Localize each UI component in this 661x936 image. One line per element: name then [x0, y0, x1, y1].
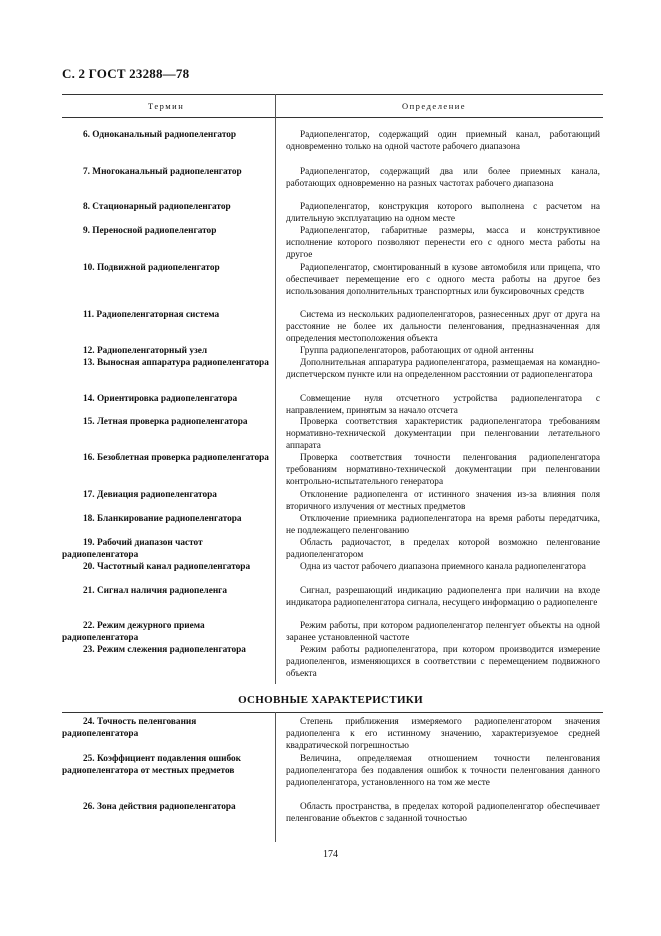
section-rule [62, 712, 603, 713]
definition: Радиопеленгатор, смонтированный в кузове автомобиля или прицепа, что обеспечивает перемещение его с одного места работы на другое без использования дополнительных транспортных или буксировочных средств [286, 263, 600, 298]
term: 12. Радиопеленгаторный узел [83, 346, 208, 356]
definition: Дополнительная аппаратура радиопеленгатора, размещаемая на командно-диспетчерском пункте или на определенном расстоянии от радиопеленгатора [286, 358, 600, 381]
term: 25. Коэффициент подавления ошибок радиопеленгатора от местных предметов [62, 754, 242, 777]
page-number: 174 [323, 849, 338, 860]
term: 21. Сигнал наличия радиопеленга [83, 586, 228, 596]
definition: Величина, определяемая отношением точности пеленгования радиопеленгатора без подавления ошибок к точности пеленгования данного радиопеленгатора, установленного на том же месте [286, 754, 600, 789]
definition: Радиопеленгатор, содержащий два или более приемных канала, работающих одновременно на разных частотах рабочего диапазона [286, 167, 600, 190]
definition: Область радиочастот, в пределах которой возможно пеленгование радиопеленгатором [286, 538, 600, 561]
term: 17. Девиация радиопеленгатора [83, 490, 217, 500]
section-title: ОСНОВНЫЕ ХАРАКТЕРИСТИКИ [238, 694, 423, 706]
page-header: С. 2 ГОСТ 23288—78 [62, 66, 190, 81]
definition: Система из нескольких радиопеленгаторов, разнесенных друг от друга на расстояние не более их дальности пеленгования, предназначенная для определения местоположения объекта [286, 310, 600, 345]
definition: Отключение приемника радиопеленгатора на время работы передатчика, не подлежащего пеленгованию [286, 514, 600, 537]
term: 16. Безоблетная проверка радиопеленгатора [83, 453, 269, 463]
column-divider [275, 94, 276, 684]
definition: Отклонение радиопеленга от истинного значения из-за влияния поля вторичного излучения от местных предметов [286, 490, 600, 513]
definition: Одна из частот рабочего диапазона приемного канала радиопеленгатора [300, 562, 586, 572]
column-header-term: Термин [148, 101, 185, 111]
definition: Область пространства, в пределах которой радиопеленгатор обеспечивает пеленгование объектов с заданной точностью [286, 802, 600, 825]
term: 8. Стационарный радиопеленгатор [83, 202, 231, 212]
definition: Радиопеленгатор, содержащий один приемный канал, работающий одновременно только на одной частоте рабочего диапазона [286, 130, 600, 153]
table-top-rule [62, 94, 603, 95]
column-divider [275, 712, 276, 842]
definition: Степень приближения измеряемого радиопеленгатором значения радиопеленга к его истинному значению, характеризуемое средней квадратической погрешностью [286, 717, 600, 752]
term: 22. Режим дежурного приема радиопеленгатора [62, 621, 205, 644]
definition: Проверка соответствия точности пеленгования радиопеленгатора требованиям нормативно-технической документации при пеленговании контрольно-испытательного генератора [286, 453, 600, 488]
term: 20. Частотный канал радиопеленгатора [83, 562, 251, 572]
definition: Режим работы радиопеленгатора, при котором производится измерение радиопеленгов, изменяющихся в соответствии с перемещением подвижного объекта [286, 645, 600, 680]
term: 26. Зона действия радиопеленгатора [83, 802, 236, 812]
definition: Группа радиопеленгаторов, работающих от одной антенны [300, 346, 534, 356]
term: 15. Летная проверка радиопеленгатора [83, 417, 248, 427]
definition: Режим работы, при котором радиопеленгатор пеленгует объекты на одной заранее установленной частоте [286, 621, 600, 644]
term: 24. Точность пеленгования радиопеленгатора [62, 717, 197, 740]
definition: Проверка соответствия характеристик радиопеленгатора требованиям нормативно-технической документации при пеленговании летательного аппарата [286, 417, 600, 452]
term: 9. Переносной радиопеленгатор [83, 226, 217, 236]
term: 11. Радиопеленгаторная система [83, 310, 220, 320]
definition: Сигнал, разрешающий индикацию радиопеленга при наличии на входе индикатора радиопеленгатора сигнала, несущего информацию о радиопеленге [286, 586, 600, 609]
table-header-rule [62, 117, 603, 118]
term: 18. Бланкирование радиопеленгатора [83, 514, 242, 524]
term: 10. Подвижной радиопеленгатор [83, 263, 220, 273]
term: 23. Режим слежения радиопеленгатора [83, 645, 246, 655]
column-header-definition: Определение [402, 101, 467, 111]
definition: Радиопеленгатор, габаритные размеры, масса и конструктивное исполнение которого позволяют перенести его с одного места работы на другое [286, 226, 600, 261]
term: 14. Ориентировка радиопеленгатора [83, 394, 238, 404]
term: 19. Рабочий диапазон частот радиопеленгатора [62, 538, 203, 561]
definition: Радиопеленгатор, конструкция которого выполнена с расчетом на длительную эксплуатацию на одном месте [286, 202, 600, 225]
term: 13. Выносная аппаратура радиопеленгатора [83, 358, 269, 368]
definition: Совмещение нуля отсчетного устройства радиопеленгатора с направлением, принятым за начало отсчета [286, 394, 600, 417]
term: 7. Многоканальный радиопеленгатор [83, 167, 242, 177]
term: 6. Одноканальный радиопеленгатор [83, 130, 237, 140]
